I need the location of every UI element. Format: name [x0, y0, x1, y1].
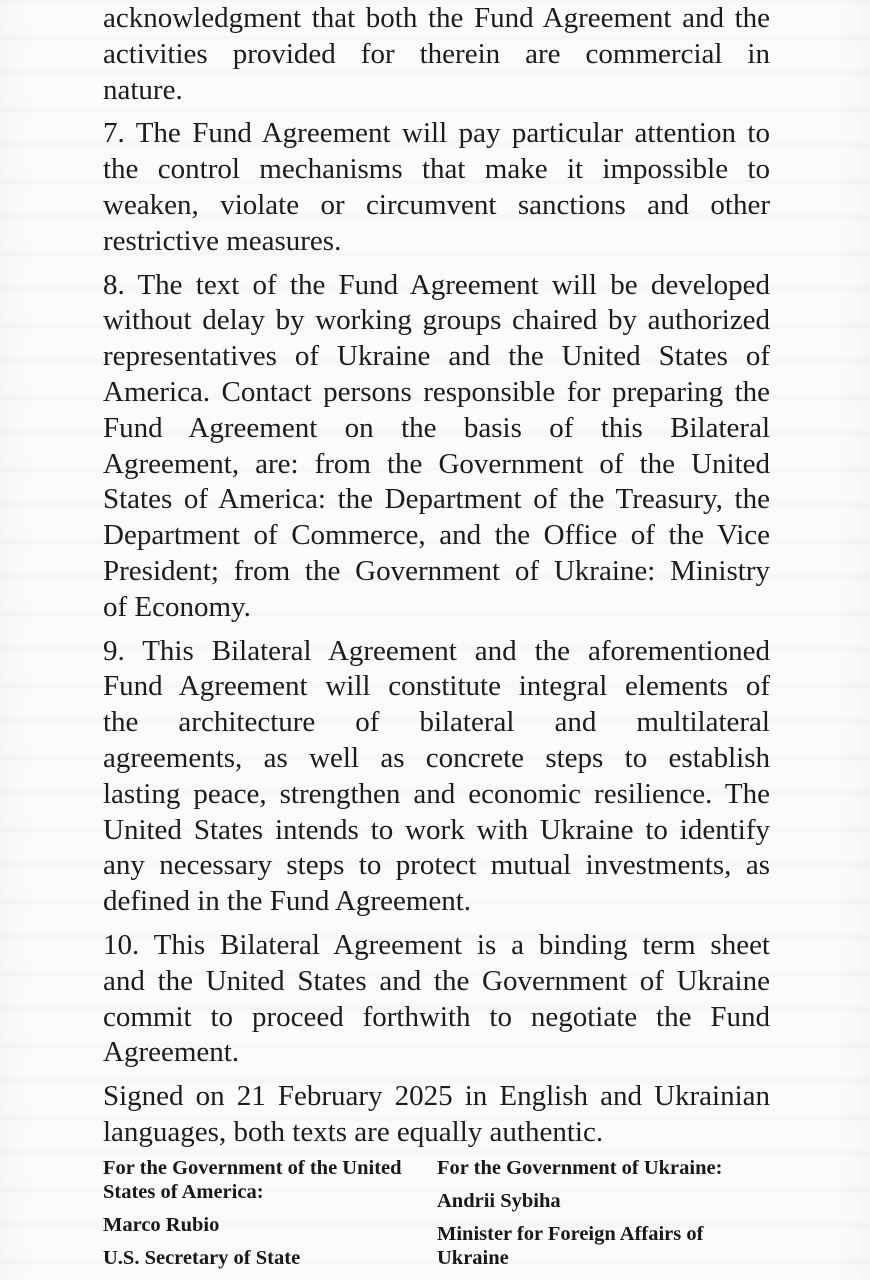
paragraph [103, 928, 770, 1071]
text-line: Agreement. [103, 1036, 240, 1069]
signature-line: Minister for Foreign Affairs of [437, 1223, 704, 1245]
paragraph [103, 268, 770, 626]
text-line: acknowledgment that both the Fund Agreement and the [103, 2, 770, 34]
text-line: commit to proceed forthwith to negotiate the Fund [103, 1000, 770, 1033]
text-line: languages, both texts are equally authentic. [103, 1115, 604, 1148]
signature-line: For the Government of the United [103, 1157, 402, 1179]
text-line: any necessary steps to protect mutual investments, as [103, 849, 770, 882]
text-line: 9. This Bilateral Agreement and the aforementioned [103, 634, 770, 667]
paragraph [103, 1, 770, 108]
text-line: States of America: the Department of the Treasury, the [103, 483, 770, 516]
text-line: nature. [103, 73, 183, 106]
text-line: defined in the Fund Agreement. [103, 885, 472, 918]
text-line: 10. This Bilateral Agreement is a binding term sheet [103, 928, 770, 961]
signature-column-ukraine [437, 1156, 770, 1279]
signature-entry [437, 1222, 770, 1270]
text-line: 8. The text of the Fund Agreement will be developed [103, 268, 770, 301]
signature-entry [437, 1189, 770, 1213]
text-line: activities provided for therein are commercial in [103, 37, 770, 70]
text-line: Department of Commerce, and the Office of the Vice [103, 519, 770, 552]
signature-entry [103, 1156, 433, 1204]
text-line: without delay by working groups chaired by authorized [103, 304, 770, 337]
signature-line: Marco Rubio [103, 1214, 220, 1236]
signature-entry [103, 1246, 433, 1270]
text-line: restrictive measures. [103, 224, 342, 257]
text-line: Fund Agreement will constitute integral elements of [103, 670, 770, 703]
signature-line: Andrii Sybiha [437, 1190, 561, 1212]
signature-entry [103, 1213, 433, 1237]
signature-block [103, 1156, 770, 1276]
signature-line: For the Government of Ukraine: [437, 1157, 723, 1179]
text-line: United States intends to work with Ukraine to identify [103, 813, 770, 846]
text-block [103, 1, 770, 1159]
text-line: Fund Agreement on the basis of this Bilateral [103, 411, 770, 444]
signature-line: Ukraine [437, 1247, 509, 1269]
text-line: representatives of Ukraine and the United States of [103, 340, 770, 373]
text-line: of Economy. [103, 590, 251, 623]
text-line: weaken, violate or circumvent sanctions and other [103, 188, 770, 221]
paragraph [103, 1079, 770, 1151]
signature-column-us [103, 1156, 433, 1279]
text-line: the control mechanisms that make it impossible to [103, 153, 770, 186]
text-line: the architecture of bilateral and multilateral [103, 706, 770, 739]
text-line: America. Contact persons responsible for preparing the [103, 375, 770, 408]
signature-line: U.S. Secretary of State [103, 1247, 301, 1269]
text-line: 7. The Fund Agreement will pay particular attention to [103, 117, 770, 150]
paragraph [103, 634, 770, 920]
text-line: President; from the Government of Ukraine: Ministry [103, 554, 770, 587]
signature-line: States of America: [103, 1181, 264, 1203]
text-line: agreements, as well as concrete steps to establish [103, 741, 770, 774]
text-line: lasting peace, strengthen and economic resilience. The [103, 777, 770, 810]
paragraph [103, 116, 770, 259]
text-line: Signed on 21 February 2025 in English and Ukrainian [103, 1080, 770, 1113]
text-line: and the United States and the Government of Ukraine [103, 964, 770, 997]
signature-entry [437, 1156, 770, 1180]
text-line: Agreement, are: from the Government of the United [103, 447, 770, 480]
